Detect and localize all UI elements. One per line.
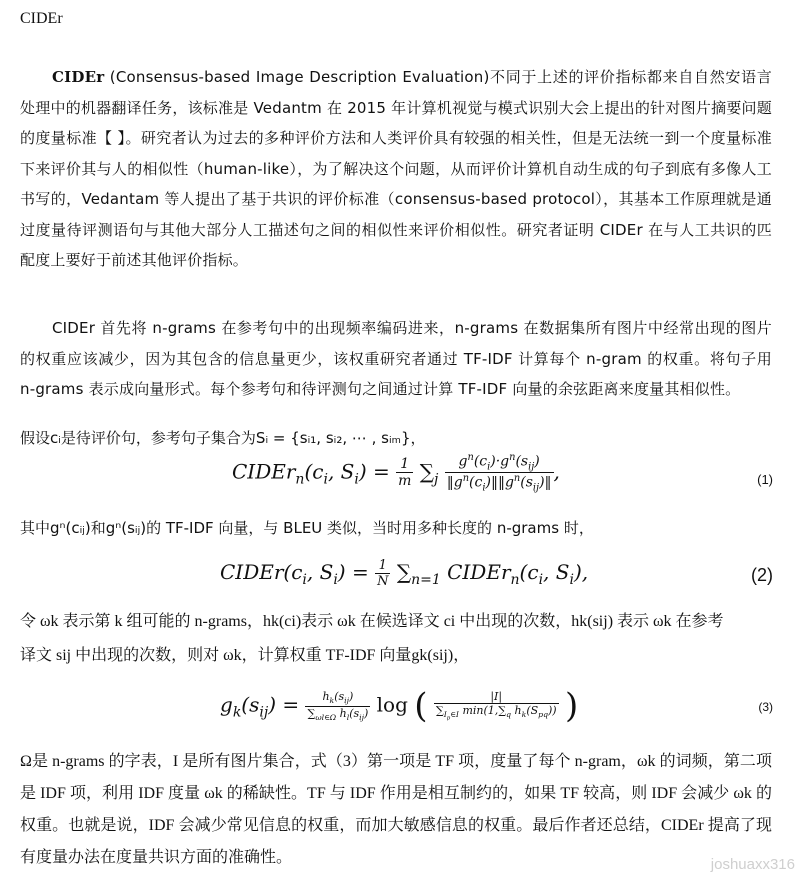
equation-1: $CIDEr_n(c_i$, $S_i$) = $\frac{1}{m}$ $\sum_j$ $\frac{g^n(c_i)\cdot g^n(s_{ij})}{‖g^n(c_i)‖‖g^n(s_{ij})‖}$ , [232, 452, 560, 494]
term-cider: CIDEr [52, 68, 105, 86]
paragraph-intro-text: (Consensus-based Image Description Evaluation)不同于上述的评价指标都来自自然安语言处理中的机器翻译任务，该标准是 Vedantm 在 2015 年计算机视觉与模式识别大会上提出的针对图片摘要问题的度量标准【 】。研究者认为过去的多种评价方法和人类评价具有较强的相关性，但是无法统一到一个度量标准下来评价其与人的相似性（human-like），为了解决这个问题，从而评价计算机自动生成的句子到底有多像人工书写的，Vedantam 等人提出了基于共识的评价标准（consensus-based protocol），其基本工作原理就是通过度量待评测语句与其他大部分人工描述句之间的相似性来评价相似性。研究者证明 CIDEr 在与人工共识的匹配度上要好于前述其他评价指标。 [20, 68, 772, 269]
paragraph-intro [20, 62, 772, 276]
equation-3: $g_k(s_{ij})$ = $\frac{h_k(s_{ij})}{\sum_{\omega l\in\Omega} h_l(s_{ij})}$ log ( $\frac{|I|}{\sum_{I_p\in I} \min(1,\sum_q h_k(S_{pq}))}$ ) [220, 686, 579, 726]
assume-line: 假设cᵢ是待评价句，参考句子集合为Sᵢ = {sᵢ₁, sᵢ₂, ⋯ , sᵢₘ}， [20, 429, 426, 447]
equation-2: $CIDEr(c_i$, $S_i$) = $\frac{1}{N}$ $\sum_{n=1}$ $CIDEr_n(c_i$, $S_i$), [220, 558, 589, 589]
definition-line-2: 译文 sij 中出现的次数，则对 ωk，计算权重 TF-IDF 向量gk(sij)， [20, 647, 470, 664]
paragraph-method-text: CIDEr 首先将 n-grams 在参考句中的出现频率编码进来，n-grams 在数据集所有图片中经常出现的图片的权重应该减少，因为其包含的信息量更少，该权重研究者通过 TF-IDF 计算每个 n-gram 的权重。将句子用 n-grams 表示成向量形式。每个参考句和待评测句之间通过计算 TF-IDF 向量的余弦距离来度量其相似性。 [20, 319, 772, 398]
equation-2-number: (2) [751, 565, 773, 585]
definition-line-1: 令 ωk 表示第 k 组可能的 n-grams，hk(ci)表示 ωk 在候选译文 ci 中出现的次数，hk(sij) 表示 ωk 在参考 [20, 613, 724, 630]
paragraph-method [20, 313, 772, 405]
section-heading: CIDEr [20, 10, 63, 27]
equation-3-number: (3) [758, 700, 773, 714]
watermark: joshuaxx316 [710, 856, 795, 873]
paragraph-conclusion: Ω是 n-grams 的字表，I 是所有图片集合，式（3）第一项是 TF 项，度量了每个 n-gram，ωk 的词频，第二项是 IDF 项，利用 IDF 度量 ωk 的稀缺性。TF 与 IDF 作用是相互制约的，如果 TF 较高，则 IDF 会减少 ωk 的权重。也就是说，IDF 会减少常见信息的权重，而加大敏感信息的权重。最后作者还总结，CIDEr 提高了现有度量办法在度量共识方面的准确性。 [20, 753, 772, 866]
where-line: 其中gⁿ(cᵢⱼ)和gⁿ(sᵢⱼ)的 TF-IDF 向量，与 BLEU 类似，当时用多种长度的 n-grams 时， [20, 519, 594, 537]
equation-1-number: (1) [757, 472, 773, 487]
